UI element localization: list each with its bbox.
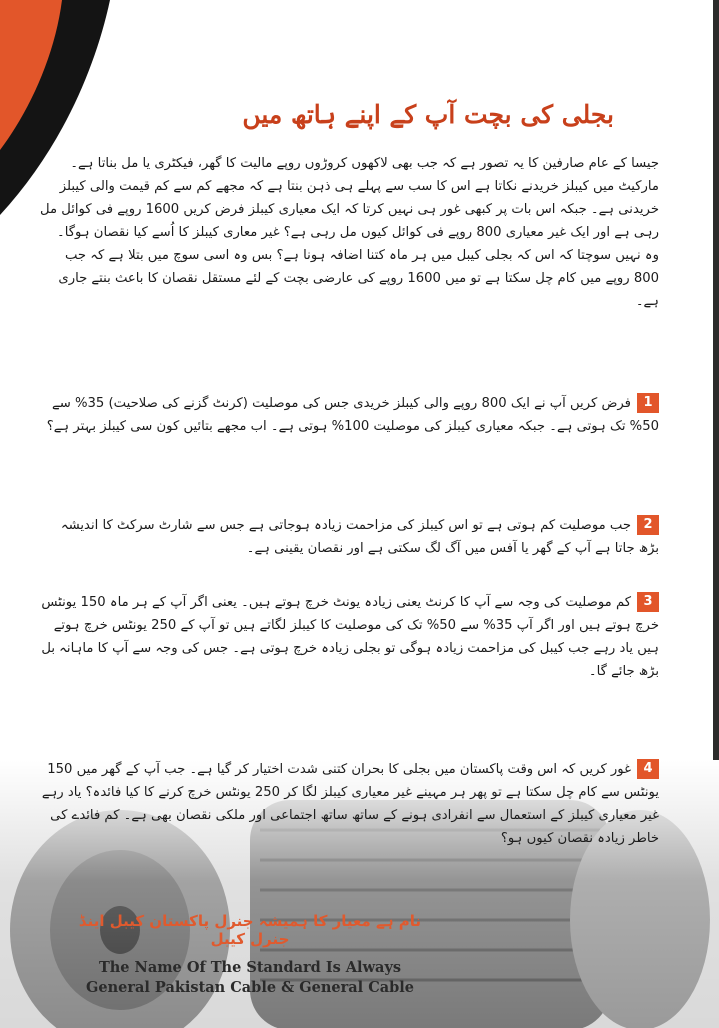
intro-paragraph: جیسا کے عام صارفین کا یہ تصور ہے کہ جب بھی لاکھوں کروڑوں روپے مالیت کا گھر، فیکٹری یا مل بناتا ہے۔ مارکیٹ میں کیبلز خریدنے نکاتا ہے اس کا سب سے پہلے ہی ذہن بنتا ہے کہ مجھے کم سے کم قیمت والی کیبلز خریدنی ہے۔ جبکہ اس بات پر کبھی غور ہی نہیں کرتا کہ ایک معیاری کیبلز فرض کریں 1600 روپے فی کوائل مل رہی ہے اور ایک غیر معیاری 800 روپے فی کوائل کیوں مل رہی ہے؟ غیر معاری کیبلز کا اُسے کیا نقصان ہوگا۔ وہ نہیں سوچتا کہ اس کہ بجلی کیبل میں ہر ماہ کتنا اضافہ ہونا ہے؟ بس وہ اسی سوچ میں بتلا ہے کہ جب 800 روپے میں کام چل سکتا ہے تو میں 1600 روپے کی عارضی بچت کے لئے مستقل نقصان کا باعث بنتے جاری ہے۔ [39, 156, 659, 309]
point-number-badge: 3 [637, 592, 659, 612]
point-text: غور کریں کہ اس وقت پاکستان میں بجلی کا بحران کتنی شدت اختیار کر گیا ہے۔ جب آپ کے گھر میں 150 یونٹس سے کام چل سکتا ہے تو پھر ہر مہینے غیر معیاری کیبلز لگا کر 250 یونٹس خرچ کرنے کا کیا فائدہ؟ یاد رہے غیر معیاری کیبلز کے استعمال سے انفرادی ہونے کے ساتھ ساتھ اجتماعی اور ملکی نقصان بھی ہے۔ کم فائدے کی خاطر زیادہ نقصان کیوں ہو؟ [41, 762, 659, 846]
slogan-urdu: نام ہے معیار کا ہمیشہ جنرل پاکستان کیبل اینڈ جنرل کیبل [78, 912, 422, 948]
slogan-english-line-1: The Name Of The Standard Is Always [98, 959, 402, 976]
point-number-badge: 2 [637, 515, 659, 535]
point-number-badge: 4 [637, 759, 659, 779]
point-2 [39, 514, 659, 560]
slogan-english-line-2: General Pakistan Cable & General Cable [85, 979, 415, 996]
point-text: جب موصلیت کم ہوتی ہے تو اس کیبلز کی مزاحمت زیادہ ہوجاتی ہے جس سے شارٹ سرکٹ کا اندیشہ بڑھ جاتا ہے آپ کے گھر یا آفس میں آگ لگ سکتی ہے اور نقصان یقینی ہے۔ [60, 518, 659, 556]
point-3 [39, 591, 659, 683]
point-text: کم موصلیت کی وجہ سے آپ کا کرنٹ یعنی زیادہ یونٹ خرچ ہوتے ہیں۔ یعنی اگر آپ کے ہر ماہ 150 یونٹس خرچ ہوتے ہیں اور اگر آپ 35% سے 50% تک کی موصلیت کا کیبلز لگاتے ہیں تو آپ کے 250 یونٹس خرچ ہوتے ہیں یاد رہے جب کیبل کی مزاحمت زیادہ ہوگی تو بجلی زیادہ خرچ ہوتی ہے۔ جس کی وجہ سے آپ کا ماہانہ بل بڑھ جائے گا۔ [41, 595, 659, 679]
point-1 [39, 392, 659, 438]
slogan-english [40, 958, 460, 998]
point-4 [39, 758, 659, 850]
point-number-badge: 1 [637, 393, 659, 413]
page-title: بجلی کی بچت آپ کے اپنے ہاتھ میں [242, 100, 614, 129]
point-text: فرض کریں آپ نے ایک 800 روپے والی کیبلز خریدی جس کی موصلیت (کرنٹ گزنے کی صلاحیت) 35% سے 50% تک ہوتی ہے۔ جبکہ معیاری کیبلز کی موصلیت 100% ہوتی ہے۔ اب مجھے بتائیں کون سی کیبلز بہتر ہے؟ [46, 396, 659, 434]
